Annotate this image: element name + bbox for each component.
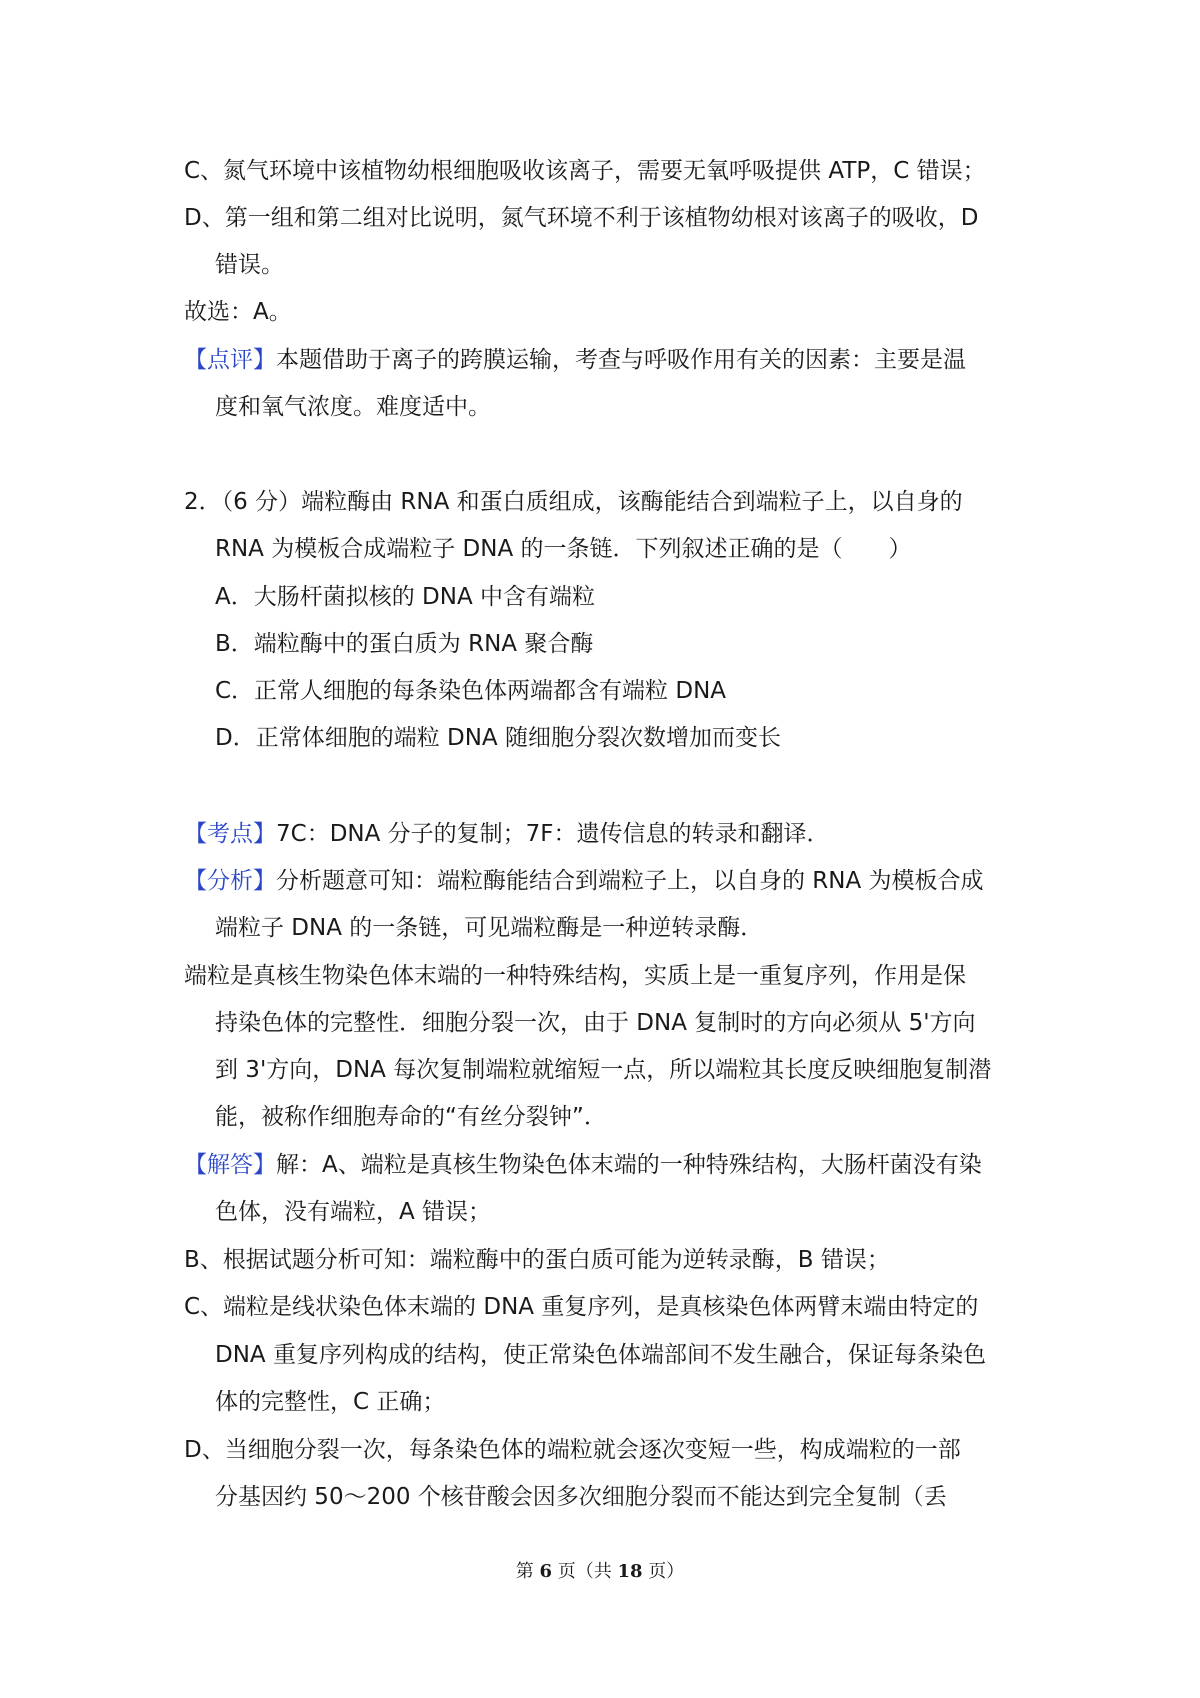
analysis-tag: 【分析】 — [184, 868, 276, 894]
total-pages: 18 — [617, 1561, 643, 1582]
page-number: 6 — [539, 1561, 552, 1582]
text-line: C、端粒是线状染色体末端的 DNA 重复序列，是真核染色体两臂末端由特定的 — [184, 1294, 979, 1320]
text-line: 体的完整性，C 正确； — [215, 1389, 446, 1415]
text-line: 端粒是真核生物染色体末端的一种特殊结构，实质上是一重复序列，作用是保 — [184, 963, 966, 989]
analysis-text: 分析题意可知：端粒酶能结合到端粒子上，以自身的 RNA 为模板合成 — [276, 868, 984, 894]
answer-line — [184, 1150, 982, 1180]
option-a: A．大肠杆菌拟核的 DNA 中含有端粒 — [215, 584, 596, 610]
text-line: D、第一组和第二组对比说明，氮气环境不利于该植物幼根对该离子的吸收，D — [184, 205, 979, 231]
text-line: DNA 重复序列构成的结构，使正常染色体端部间不发生融合，保证每条染色 — [215, 1342, 986, 1368]
text-line: 能，被称作细胞寿命的“有丝分裂钟”． — [215, 1104, 607, 1130]
text-line: C、氮气环境中该植物幼根细胞吸收该离子，需要无氧呼吸提供 ATP，C 错误； — [184, 158, 986, 184]
knowledge-point-tag: 【考点】 — [184, 821, 276, 847]
knowledge-point-line — [184, 819, 830, 849]
text-line: 色体，没有端粒，A 错误； — [215, 1199, 492, 1225]
text-line: 错误。 — [215, 252, 284, 278]
text-line: B、根据试题分析可知：端粒酶中的蛋白质可能为逆转录酶，B 错误； — [184, 1247, 890, 1273]
page-footer — [0, 1560, 1200, 1584]
analysis-line — [184, 866, 984, 896]
text-line: D、当细胞分裂一次，每条染色体的端粒就会逐次变短一些，构成端粒的一部 — [184, 1437, 961, 1463]
text-line: 分基因约 50～200 个核苷酸会因多次细胞分裂而不能达到完全复制（丢 — [215, 1484, 947, 1510]
comment-line — [184, 345, 966, 375]
question-stem: RNA 为模板合成端粒子 DNA 的一条链．下列叙述正确的是（ ） — [215, 536, 912, 562]
text-line: 端粒子 DNA 的一条链，可见端粒酶是一种逆转录酶． — [215, 915, 764, 941]
knowledge-point-text: 7C：DNA 分子的复制；7F：遗传信息的转录和翻译． — [276, 821, 830, 847]
answer-tag: 【解答】 — [184, 1152, 276, 1178]
text-line: 到 3'方向，DNA 每次复制端粒就缩短一点，所以端粒其长度反映细胞复制潜 — [215, 1057, 992, 1083]
option-b: B．端粒酶中的蛋白质为 RNA 聚合酶 — [215, 631, 594, 657]
option-c: C．正常人细胞的每条染色体两端都含有端粒 DNA — [215, 678, 727, 704]
text-line: 故选：A。 — [184, 299, 292, 325]
footer-suffix: 页） — [642, 1561, 685, 1582]
comment-tag: 【点评】 — [184, 347, 276, 373]
text-line: 度和氧气浓度。难度适中。 — [215, 394, 491, 420]
text-line: 持染色体的完整性．细胞分裂一次，由于 DNA 复制时的方向必须从 5'方向 — [215, 1010, 976, 1036]
footer-middle: 页（共 — [552, 1561, 618, 1582]
footer-prefix: 第 — [515, 1561, 540, 1582]
comment-text: 本题借助于离子的跨膜运输，考查与呼吸作用有关的因素：主要是温 — [276, 347, 966, 373]
question-stem: 2．（6 分）端粒酶由 RNA 和蛋白质组成，该酶能结合到端粒子上，以自身的 — [184, 489, 963, 515]
answer-text: 解：A、端粒是真核生物染色体末端的一种特殊结构，大肠杆菌没有染 — [276, 1152, 982, 1178]
option-d: D．正常体细胞的端粒 DNA 随细胞分裂次数增加而变长 — [215, 725, 781, 751]
